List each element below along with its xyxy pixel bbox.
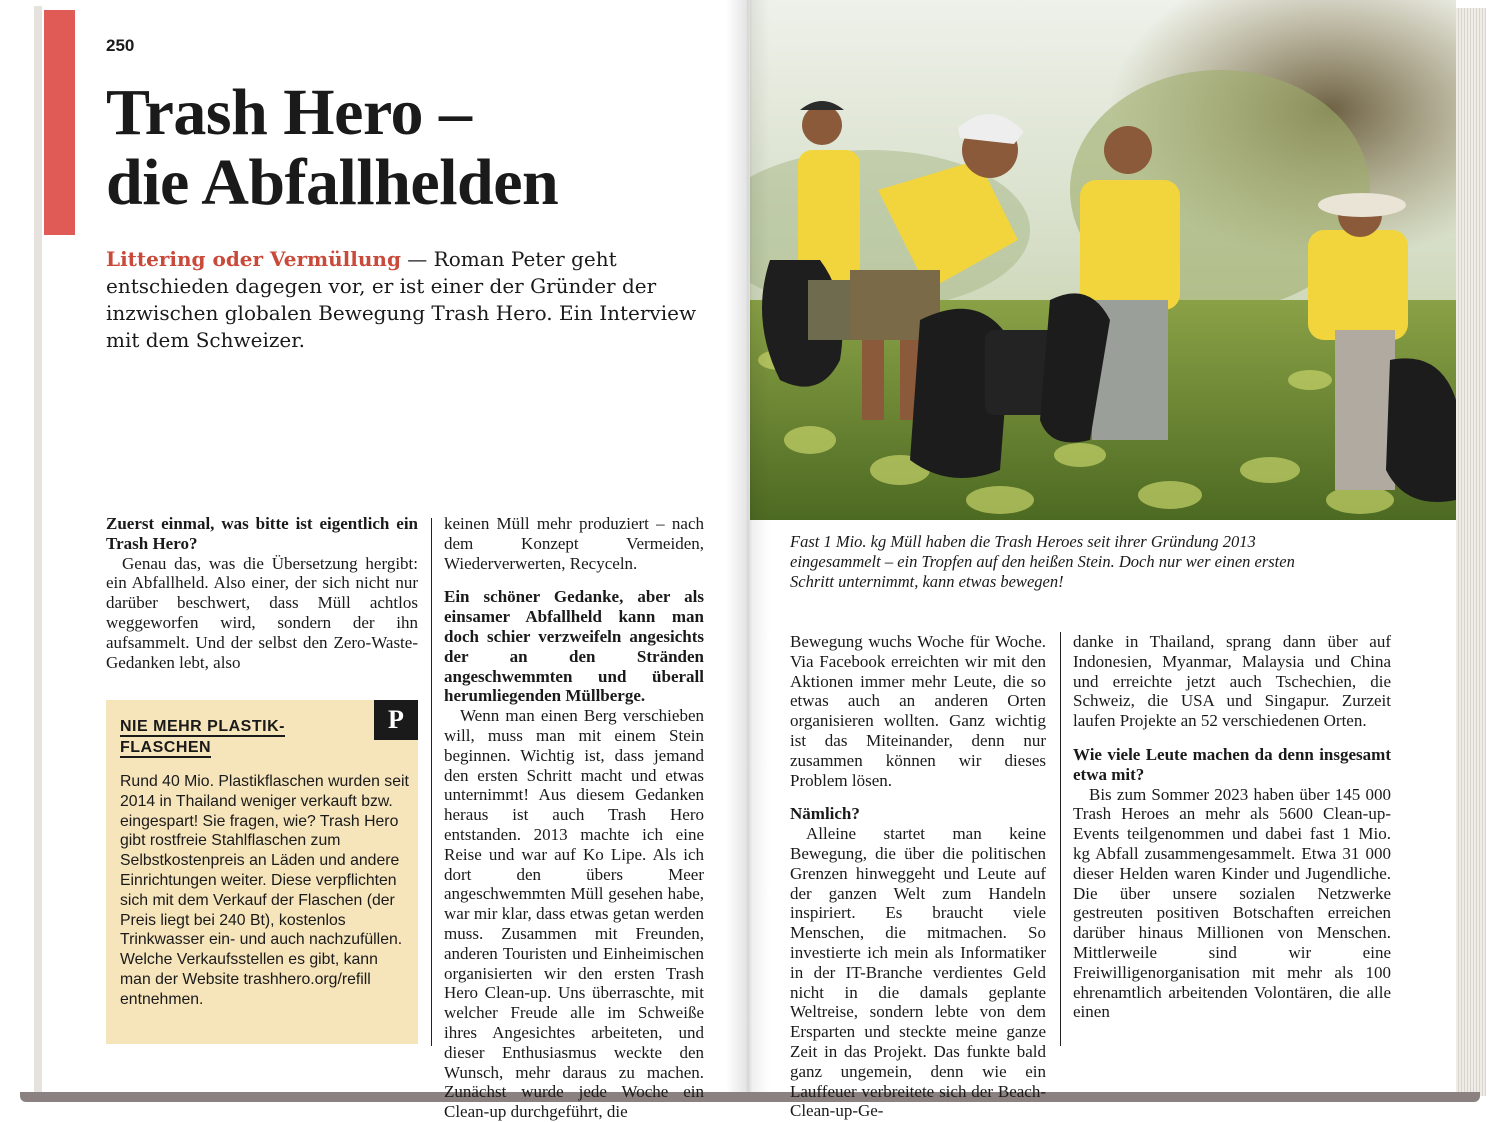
answer-3-continued: danke in Thailand, sprang dann über auf Indonesien, Myanmar, Malaysia und China und erreichte jetzt auch Tschechien, die Schweiz, die USA und Singapur. Zurzeit laufen Projekte an 52 verschiedenen Orten. — [1073, 632, 1391, 731]
lead-text: — Roman Peter geht entschieden dagegen vor, er ist einer der Gründer der inzwischen globalen Bewegung Trash Hero. Ein Interview mit dem Schweizer. — [106, 247, 697, 352]
column-rule — [431, 518, 432, 1046]
info-box-text: Rund 40 Mio. Plastikflaschen wurden seit 2014 in Thailand weniger verkauft bzw. eingespart! Sie fragen, wie? Trash Hero gibt rostfreie Stahlflaschen zum Selbstkostenpreis an Läden und andere Einrichtungen weiter. Diese verpflichten sich mit dem Verkauf der Flaschen (der Preis liegt bei 240 Bt), kostenlos Trinkwasser ein- und auch nachzufüllen. Welche Verkaufsstellen es gibt, kann man der Website trashhero.org/refill entnehmen. — [120, 773, 409, 1008]
text-column-3 — [790, 632, 1046, 1121]
title-line-1: Trash Hero – — [106, 76, 472, 149]
info-box — [106, 700, 418, 1044]
info-box-title-text: NIE MEHR PLASTIK-FLASCHEN — [120, 718, 285, 756]
text-column-2 — [444, 514, 704, 1122]
lead-paragraph — [106, 246, 704, 354]
photo-illustration — [750, 0, 1456, 520]
answer-2: Wenn man einen Berg verschieben will, muss man mit einem Stein beginnen. Wichtig ist, dass jemand den ersten Schritt macht und etwas unternimmt! Aus diesem Gedanken heraus ist auch Trash Hero entstanden. 2013 machte ich eine Reise und war auf Ko Lipe. Als ich dort den übers Meer angeschwemmten Müll gesehen habe, war mir klar, dass etwas getan werden muss. Zusammen mit Freunden, anderen Touristen und Einheimischen organisierten wir den ersten Trash Hero Clean-up. Uns überraschte, mit welcher Freude alle im Schweiße ihres Angesichtes arbeiteten, und dieser Enthusiasmus weckte den Wunsch, mehr daraus zu machen. Zunächst wurde jede Woche ein Clean-up durchgeführt, die — [444, 706, 704, 1122]
answer-1-continued: keinen Müll mehr produziert – nach dem Konzept Vermeiden, Wiederverwerten, Recyceln. — [444, 514, 704, 573]
accent-bar — [44, 10, 75, 235]
text-column-4 — [1073, 632, 1391, 1022]
column-rule-right — [1060, 632, 1061, 1046]
page-edge-left — [34, 6, 42, 1096]
info-box-title — [120, 716, 350, 758]
title-line-2: die Abfallhelden — [106, 146, 559, 219]
page-number: 250 — [106, 36, 135, 55]
answer-1: Genau das, was die Übersetzung hergibt: ein Abfallheld. Also einer, der sich nicht nur darüber beschwert, dass Müll achtlos weggeworfen wird, sondern der ihn aufsammelt. Und der selbst den Zero-Waste-Gedanken lebt, also — [106, 553, 418, 672]
question-2: Ein schöner Gedanke, aber als einsamer Abfallheld kann man doch schier verzweifeln angesichts der an den Stränden angeschwemmten und überall herumliegenden Müllberge. — [444, 587, 704, 706]
book-gutter-shadow — [726, 0, 770, 1092]
book-cover-edge — [20, 1092, 1480, 1102]
answer-2-continued: Bewegung wuchs Woche für Woche. Via Facebook erreichten wir mit den Aktionen immer mehr Leute, die so etwas auch an anderen Orten organisieren wollten. Ganz wichtig ist das Miteinander, denn nur zusammen können wir dieses Problem lösen. — [790, 632, 1046, 790]
article-title — [106, 78, 706, 218]
question-1: Zuerst einmal, was bitte ist eigentlich ein Trash Hero? — [106, 514, 418, 553]
answer-4: Bis zum Sommer 2023 haben über 145 000 Trash Heroes an mehr als 5600 Clean-up-Events teilgenommen und dabei fast 1 Mio. kg Abfall zusammengesammelt. Etwa 31 000 dieser Helden waren Kinder und Jugendliche. Die über unsere sozialen Netzwerke gestreuten positiven Botschaften erreichen darüber hinaus Millionen von Menschen. Mittlerweile sind wir eine Freiwilligenorganisation mit mehr als 100 ehrenamtlich arbeitenden Volontären, die alle einen — [1073, 784, 1391, 1022]
page-edge-right — [1456, 8, 1486, 1096]
lead-kicker: Littering oder Vermüllung — [106, 247, 401, 271]
question-4: Wie viele Leute machen da denn insgesamt etwa mit? — [1073, 744, 1391, 784]
photo-caption: Fast 1 Mio. kg Müll haben die Trash Heroes seit ihrer Gründung 2013 eingesammelt – ein Tropfen auf den heißen Stein. Doch nur wer einen ersten Schritt unternimmt, kann etwas bewegen! — [790, 532, 1295, 591]
answer-3: Alleine startet man keine Bewegung, die über die politischen Grenzen hinweggeht und Leute auf der ganzen Welt zum Handeln inspiriert. Es braucht viele Menschen, die mitmachen. So investierte ich mein als Informatiker in der IT-Branche verdientes Geld nicht in die damals geplante Weltreise, sondern lebte von dem Ersparten und steckte meine ganze Zeit in das Projekt. Das funkte bald ganz ungemein, denn wie ein Lauffeuer verbreitete sich der Beach-Clean-up-Ge- — [790, 824, 1046, 1121]
text-column-1 — [106, 514, 418, 672]
p-badge: P — [374, 700, 418, 740]
trash-hero-photo — [750, 0, 1456, 520]
question-3: Nämlich? — [790, 804, 860, 824]
